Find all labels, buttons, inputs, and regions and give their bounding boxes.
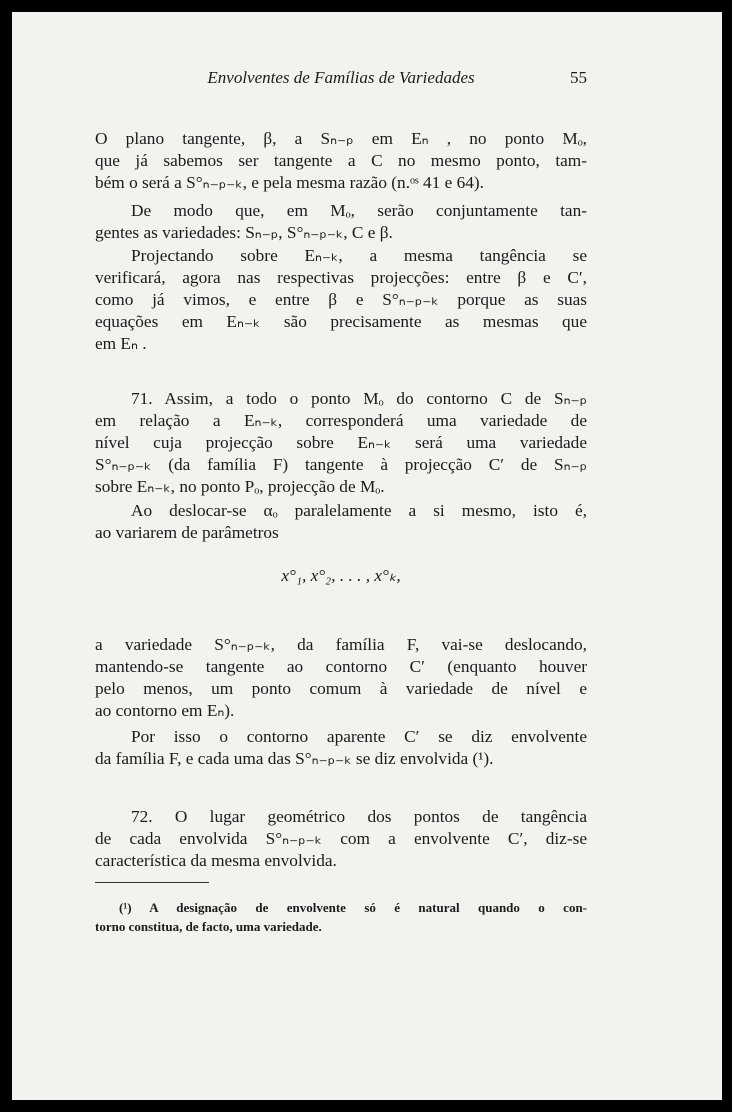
paragraph-section-71 <box>95 388 587 498</box>
text-line: mantendo-se tangente ao contorno C′ (enquanto houver <box>95 657 587 676</box>
text-line: S°ₙ₋ₚ₋ₖ (da família F) tangente à projecção C′ de Sₙ₋ₚ <box>95 455 587 474</box>
text-line: verificará, agora nas respectivas projecções: entre β e C′, <box>95 268 587 287</box>
running-title: Envolventes de Famílias de Variedades <box>207 68 475 87</box>
text-line: característica da mesma envolvida. <box>95 851 337 870</box>
footnote <box>95 898 587 936</box>
text-line: que já sabemos ser tangente a C no mesmo ponto, tam- <box>95 151 587 170</box>
text-line: como já vimos, e entre β e S°ₙ₋ₚ₋ₖ porque as suas <box>95 290 587 309</box>
page-number: 55 <box>570 68 587 87</box>
paragraph-variety-moves <box>95 634 587 722</box>
text-line: Projectando sobre Eₙ₋ₖ, a mesma tangência se <box>131 246 587 265</box>
paragraph-section-72 <box>95 806 587 872</box>
text-line: equações em Eₙ₋ₖ são precisamente as mesmas que <box>95 312 587 331</box>
text-line: Ao deslocar-se αₒ paralelamente a si mesmo, isto é, <box>131 501 587 520</box>
text-line: ao variarem de parâmetros <box>95 523 279 542</box>
running-header <box>95 68 587 92</box>
text-line: em Eₙ . <box>95 334 147 353</box>
paragraph-displacement <box>95 500 587 544</box>
text-line: sobre Eₙ₋ₖ, no ponto Pₒ, projecção de Mₒ. <box>95 477 385 496</box>
parameters-formula: x°₁, x°₂, . . . , x°ₖ, <box>281 566 401 585</box>
text-line: em relação a Eₙ₋ₖ, corresponderá uma variedade de <box>95 411 587 430</box>
text-line: De modo que, em Mₒ, serão conjuntamente tan- <box>131 201 587 220</box>
text-line: gentes as variedades: Sₙ₋ₚ, S°ₙ₋ₚ₋ₖ, C e β. <box>95 223 393 242</box>
paragraph-projection <box>95 245 587 355</box>
text-line: ao contorno em Eₙ). <box>95 701 235 720</box>
text-line: da família F, e cada uma das S°ₙ₋ₚ₋ₖ se diz envolvida (¹). <box>95 749 494 768</box>
text-line: a variedade S°ₙ₋ₚ₋ₖ, da família F, vai-se deslocando, <box>95 635 587 654</box>
text-line: Por isso o contorno aparente C′ se diz envolvente <box>131 727 587 746</box>
text-line: pelo menos, um ponto comum à variedade de nível e <box>95 679 587 698</box>
text-line: O plano tangente, β, a Sₙ₋ₚ em Eₙ , no ponto Mₒ, <box>95 129 587 148</box>
footnote-line: (¹) A designação de envolvente só é natural quando o con- <box>119 900 587 915</box>
text-line: 71. Assim, a todo o ponto Mₒ do contorno C de Sₙ₋ₚ <box>131 389 587 408</box>
paragraph-tangent-plane <box>95 128 587 194</box>
text-line: nível cuja projecção sobre Eₙ₋ₖ será uma variedade <box>95 433 587 452</box>
text-line: de cada envolvida S°ₙ₋ₚ₋ₖ com a envolvente C′, diz-se <box>95 829 587 848</box>
paragraph-tangent-varieties <box>95 200 587 244</box>
footnote-line: torno constitua, de facto, uma variedade. <box>95 919 322 934</box>
text-line: 72. O lugar geométrico dos pontos de tangência <box>131 807 587 826</box>
text-line: bém o será a S°ₙ₋ₚ₋ₖ, e pela mesma razão (n.ᵒˢ 41 e 64). <box>95 173 484 192</box>
footnote-divider <box>95 882 209 883</box>
paragraph-envelope-definition <box>95 726 587 770</box>
